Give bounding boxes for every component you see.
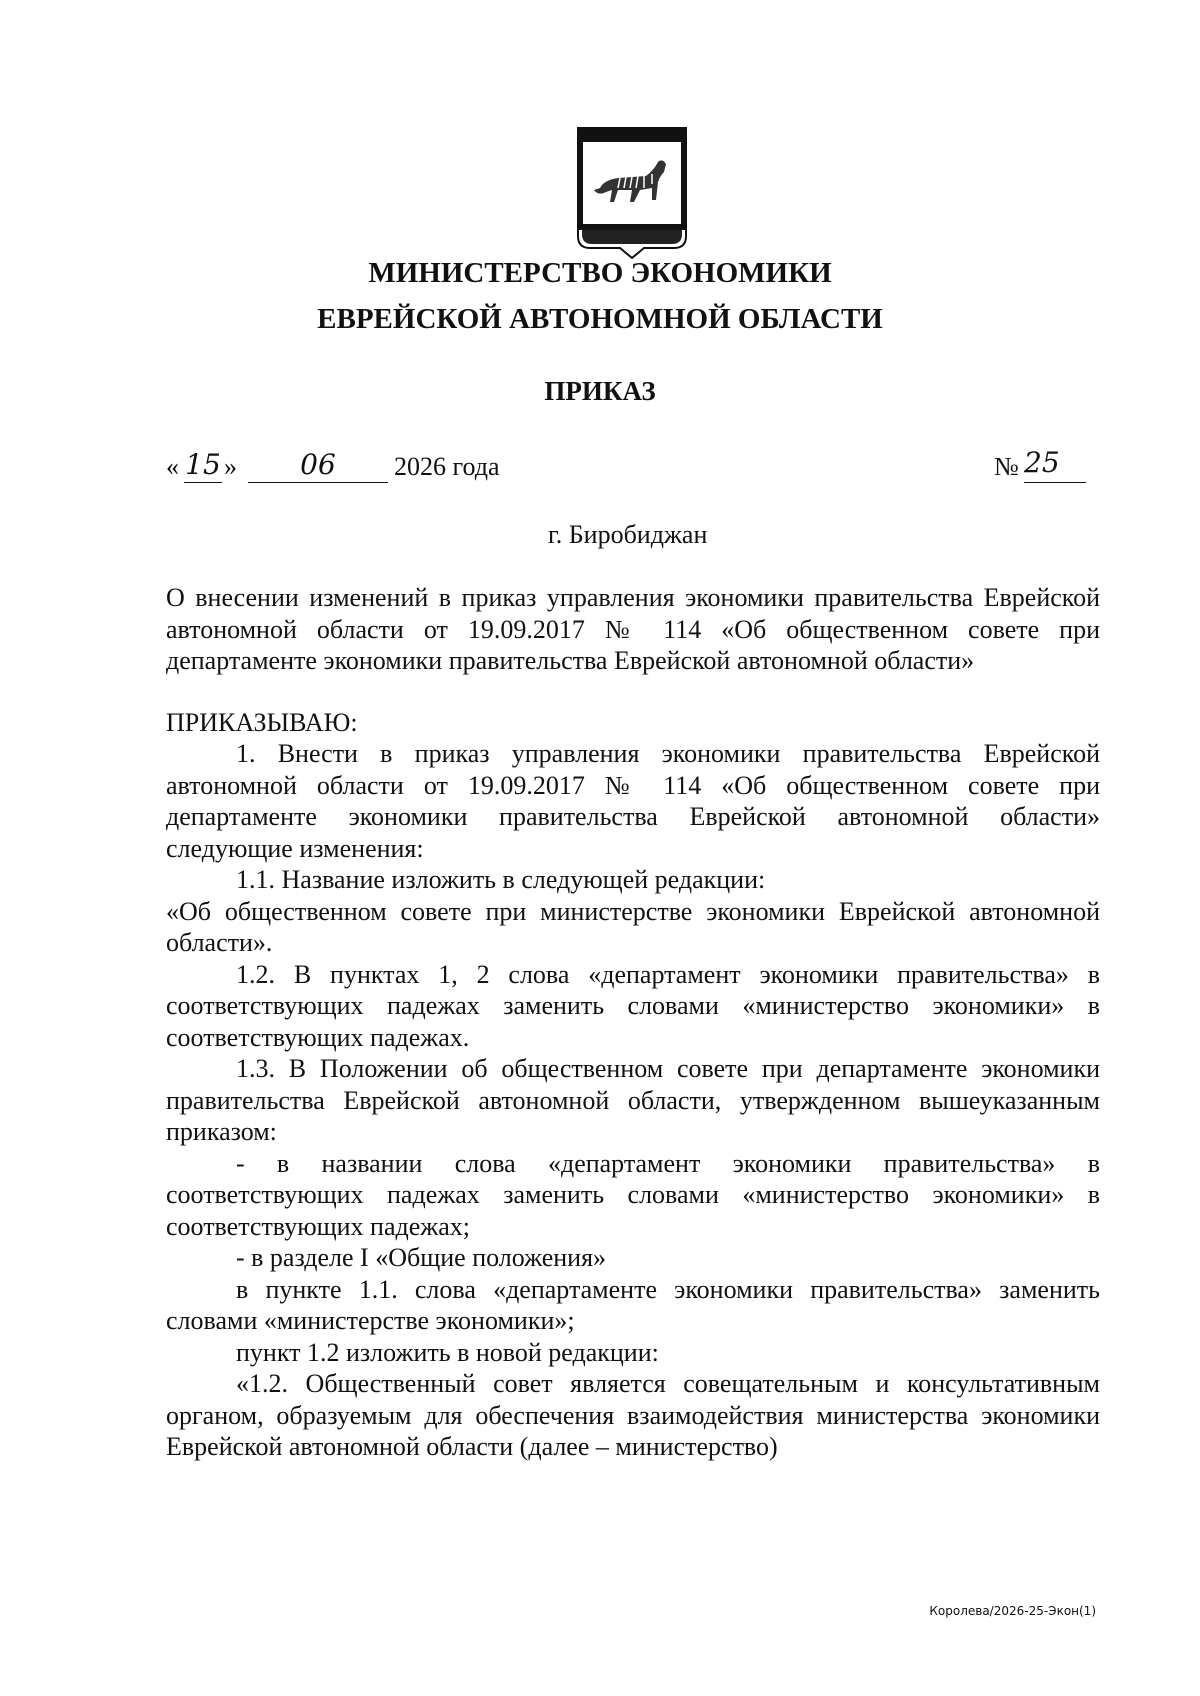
city: г. Биробиджан (548, 520, 708, 549)
ministry-name-line2: ЕВРЕЙСКОЙ АВТОНОМНОЙ ОБЛАСТИ (317, 303, 883, 335)
paragraph-1-3-item-2c: «1.2. Общественный совет является совещательным и консультативным органом, образуемым для обеспечения взаимодействия министерства экономики Еврейской автономной области (далее – министерство) (166, 1369, 1100, 1461)
order-subject: О внесении изменений в приказ управления экономики правительства Еврейской автономной области от 19.09.2017 № 114 «Об общественном совете при департаменте экономики правительства Еврейской автономной области» (166, 583, 1100, 675)
date-month: 06 (248, 448, 388, 483)
paragraph-1-2: 1.2. В пунктах 1, 2 слова «департамент экономики правительства» в соответствующих падежах заменить словами «министерство экономики» в соответствующих падежах. (166, 959, 1100, 1052)
date-day: 15 (185, 448, 221, 481)
paragraph-1-3-item-1: - в названии слова «департамент экономики правительства» в соответствующих падежах заменить словами «министерство экономики» в соответствующих падежах; (166, 1148, 1100, 1241)
order-number-label: № (994, 452, 1019, 481)
paragraph-1-1: 1.1. Название изложить в следующей редакции: (236, 865, 766, 894)
document-body (166, 582, 1100, 1463)
order-word: ПРИКАЗЫВАЮ: (166, 707, 358, 737)
date-quote-open: « (166, 452, 179, 481)
date-year: 2026 года (394, 452, 500, 481)
paragraph-1-3-item-2a: в пункте 1.1. слова «департаменте экономики правительства» заменить словами «министерстве экономики»; (166, 1274, 1100, 1335)
date-quote-close: » (224, 452, 237, 481)
order-number: 25 (1024, 446, 1086, 483)
paragraph-1-3: 1.3. В Положении об общественном совете при департаменте экономики правительства Еврейской автономной области, утвержденном вышеуказанным приказом: (166, 1054, 1100, 1146)
paragraph-1-3-item-2b: пункт 1.2 изложить в новой редакции: (236, 1337, 659, 1367)
paragraph-1: 1. Внести в приказ управления экономики правительства Еврейской автономной области от 19.09.2017 № 114 «Об общественном совете при департаменте экономики правительства Еврейской автономной области» следующие изменения: (166, 739, 1100, 863)
coat-of-arms-emblem (574, 126, 690, 260)
order-title: ПРИКАЗ (544, 376, 656, 406)
paragraph-1-1-text: «Об общественном совете при министерстве экономики Еврейской автономной области». (166, 896, 1100, 957)
date-line (166, 446, 1100, 488)
paragraph-1-3-item-2: - в разделе I «Общие положения» (236, 1243, 607, 1272)
ministry-name-line1: МИНИСТЕРСТВО ЭКОНОМИКИ (368, 257, 832, 289)
footer-code: Королева/2026-25-Экон(1) (929, 1604, 1096, 1618)
ministry-name (0, 250, 1200, 342)
